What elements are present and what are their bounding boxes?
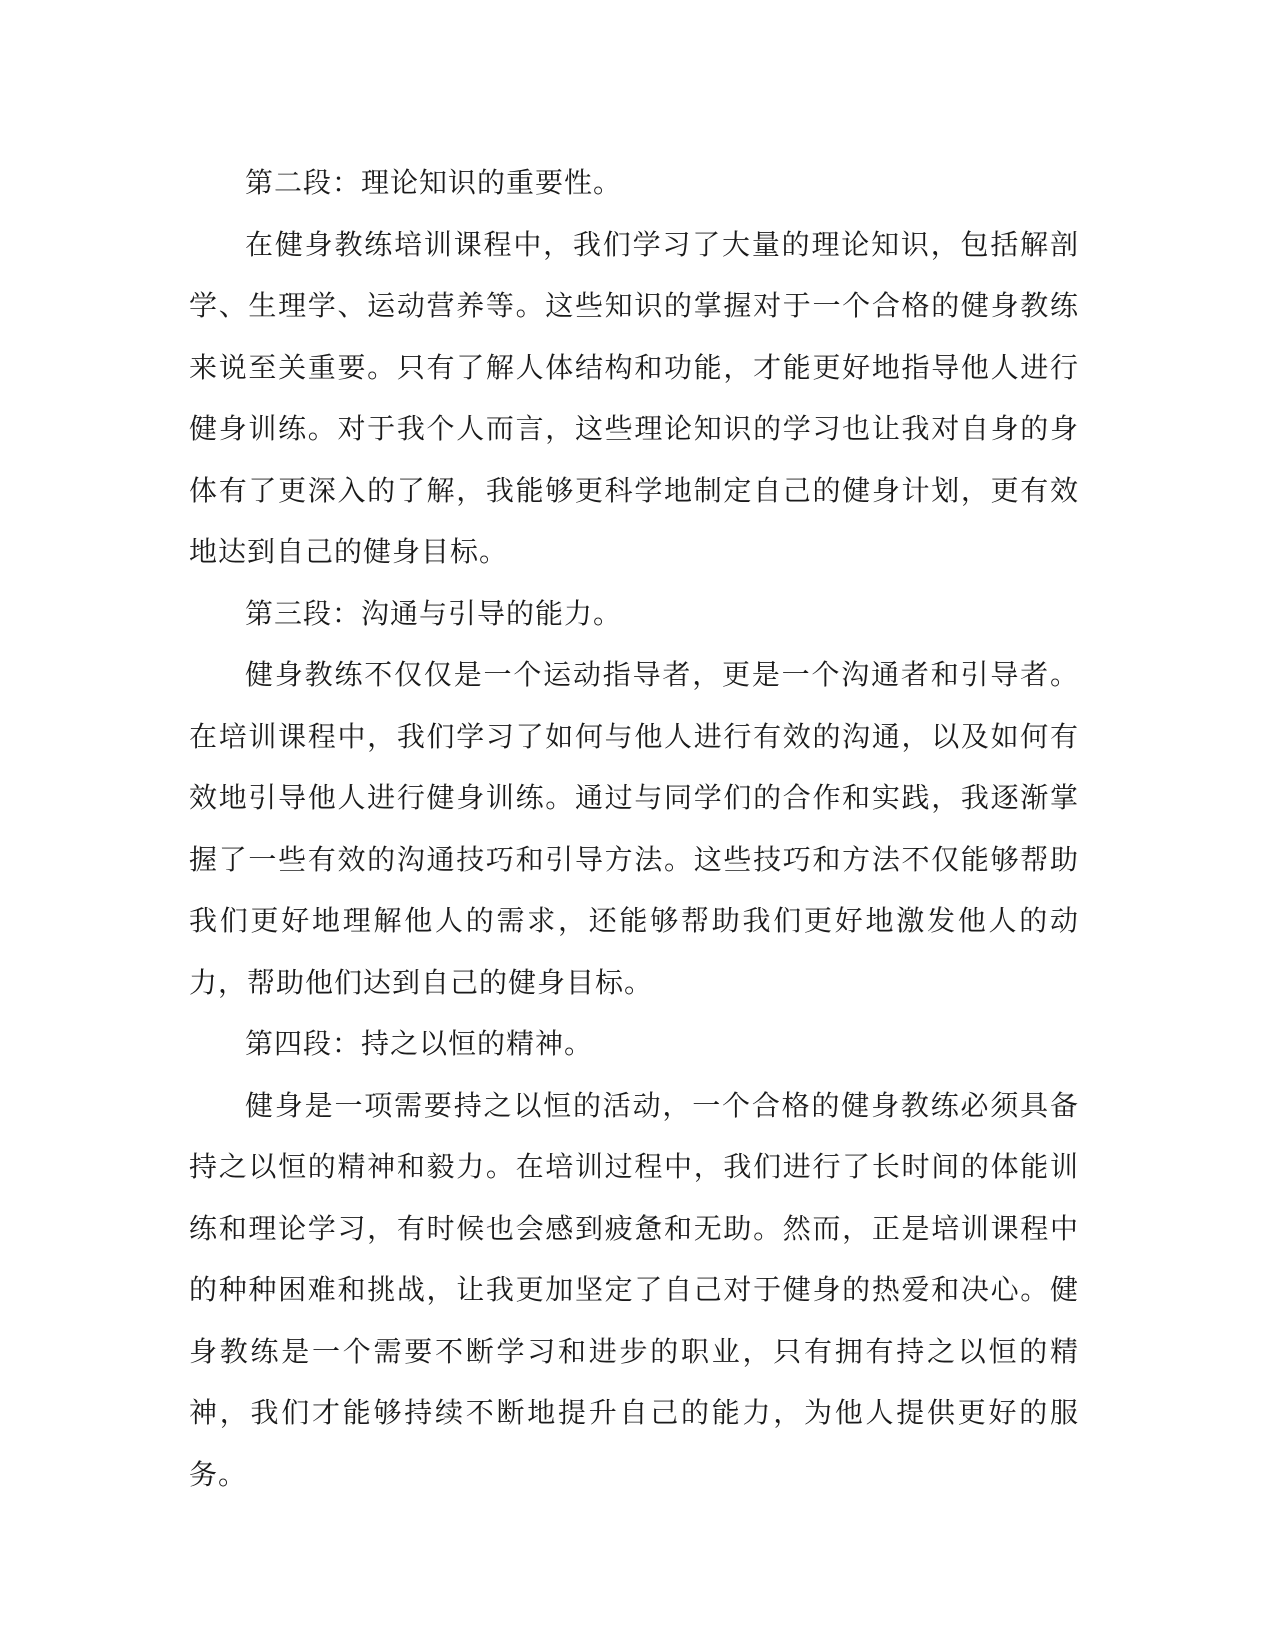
document-body [189, 152, 1079, 1505]
section-heading-2: 第二段：理论知识的重要性。 [245, 166, 623, 199]
section-paragraph-2: 在健身教练培训课程中，我们学习了大量的理论知识，包括解剖学、生理学、运动营养等。这些知识的掌握对于一个合格的健身教练来说至关重要。只有了解人体结构和功能，才能更好地指导他人进行健身训练。对于我个人而言，这些理论知识的学习也让我对自身的身体有了更深入的了解，我能够更科学地制定自己的健身计划，更有效地达到自己的健身目标。 [189, 227, 1079, 568]
section-heading-3: 第三段：沟通与引导的能力。 [245, 596, 623, 630]
section-paragraph-4: 健身是一项需要持之以恒的活动，一个合格的健身教练必须具备持之以恒的精神和毅力。在培训过程中，我们进行了长时间的体能训练和理论学习，有时候也会感到疲惫和无助。然而，正是培训课程中的种种困难和挑战，让我更加坚定了自己对于健身的热爱和决心。健身教练是一个需要不断学习和进步的职业，只有拥有持之以恒的精神，我们才能够持续不断地提升自己的能力，为他人提供更好的服务。 [189, 1088, 1079, 1491]
section-paragraph-3: 健身教练不仅仅是一个运动指导者，更是一个沟通者和引导者。在培训课程中，我们学习了如何与他人进行有效的沟通，以及如何有效地引导他人进行健身训练。通过与同学们的合作和实践，我逐渐掌握了一些有效的沟通技巧和引导方法。这些技巧和方法不仅能够帮助我们更好地理解他人的需求，还能够帮助我们更好地激发他人的动力，帮助他们达到自己的健身目标。 [189, 658, 1079, 999]
section-heading-4: 第四段：持之以恒的精神。 [245, 1027, 594, 1060]
